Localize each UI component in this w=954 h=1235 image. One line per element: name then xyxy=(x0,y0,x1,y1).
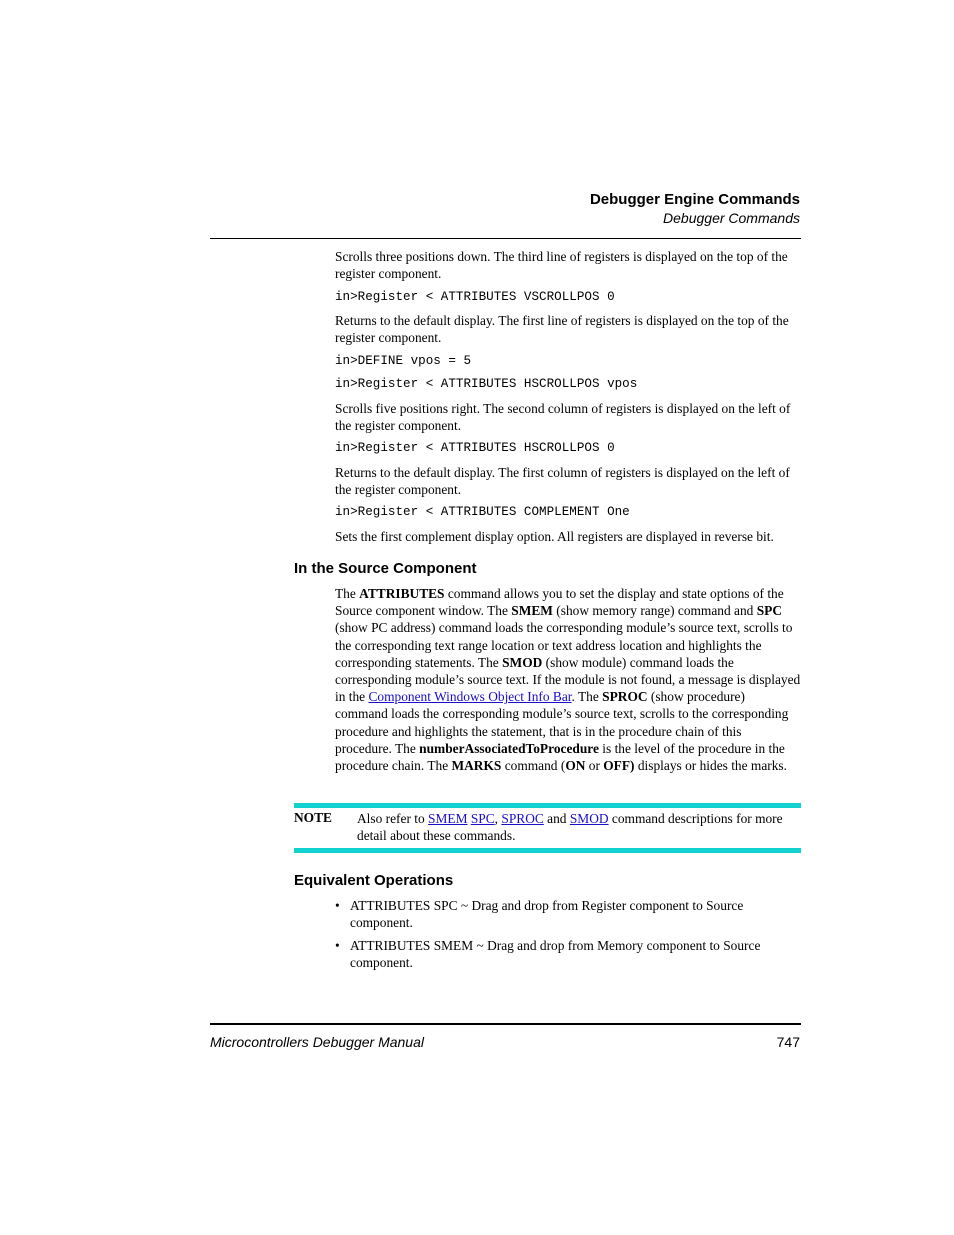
note-top-bar xyxy=(294,803,801,808)
term-on: ON xyxy=(565,758,586,774)
note-label: NOTE xyxy=(294,810,332,825)
term-smem: SMEM xyxy=(511,603,553,619)
term-attributes: ATTRIBUTES xyxy=(359,586,445,601)
header-chapter-title: Debugger Engine Commands xyxy=(589,191,800,208)
link-smod[interactable]: SMOD xyxy=(569,811,609,826)
term-number-associated-to-procedure: numberAssociatedToProcedure xyxy=(419,740,599,756)
list-item-text: ATTRIBUTES SMEM ~ Drag and drop from Memory component to Source component. xyxy=(350,938,761,971)
note-bottom-bar xyxy=(294,848,801,853)
link-smem[interactable]: SMEM xyxy=(428,811,468,826)
code-complement-one: in>Register < ATTRIBUTES COMPLEMENT One xyxy=(335,505,630,519)
paragraph-complement-option: Sets the first complement display option. All registers are displayed in reverse bit. xyxy=(335,529,774,544)
code-hscrollpos-vpos: in>Register < ATTRIBUTES HSCROLLPOS vpos xyxy=(335,377,638,391)
term-off: OFF) xyxy=(603,758,635,774)
footer-rule xyxy=(210,1023,801,1025)
paragraph-default-display-column: Returns to the default display. The first column of registers is displayed on the left of the register component. xyxy=(335,465,790,498)
term-spc: SPC xyxy=(756,603,783,619)
note-text: Also refer to SMEM SPC, SPROC and SMOD command descriptions for more detail about these commands. xyxy=(357,811,783,844)
code-define-vpos: in>DEFINE vpos = 5 xyxy=(335,354,472,368)
paragraph-hscroll-right: Scrolls five positions right. The second column of registers is displayed on the left of the register component. xyxy=(335,401,791,434)
heading-equivalent-operations: Equivalent Operations xyxy=(294,872,454,889)
link-spc[interactable]: SPC xyxy=(470,811,495,826)
heading-source-component: In the Source Component xyxy=(294,560,477,577)
link-sproc[interactable]: SPROC xyxy=(501,811,544,826)
term-marks: MARKS xyxy=(451,758,502,774)
term-smod: SMOD xyxy=(502,654,543,670)
footer-manual-title: Microcontrollers Debugger Manual xyxy=(210,1034,424,1050)
code-hscrollpos-0: in>Register < ATTRIBUTES HSCROLLPOS 0 xyxy=(335,441,615,455)
footer-page-number: 747 xyxy=(776,1034,800,1050)
link-component-windows-object-info-bar[interactable]: Component Windows Object Info Bar xyxy=(368,689,572,705)
term-sproc: SPROC xyxy=(602,689,648,705)
header-rule xyxy=(210,238,801,239)
paragraph-default-display-line: Returns to the default display. The first line of registers is displayed on the top of the register component. xyxy=(335,313,789,346)
bullet-icon: • xyxy=(335,898,340,913)
list-item-text: ATTRIBUTES SPC ~ Drag and drop from Register component to Source component. xyxy=(350,898,744,931)
paragraph-vscroll-down: Scrolls three positions down. The third line of registers is displayed on the top of the register component. xyxy=(335,249,788,282)
code-vscrollpos-0: in>Register < ATTRIBUTES VSCROLLPOS 0 xyxy=(335,290,615,304)
bullet-icon: • xyxy=(335,938,340,953)
header-section-subtitle: Debugger Commands xyxy=(663,210,800,226)
paragraph-source-component: The ATTRIBUTES command allows you to set the display and state options of the Source component window. The SMEM (show memory range) command and SPC (show PC address) command loads the corresponding module’s source text, scrolls to the corresponding text range location or text address location and highlights the corresponding statements. The SMOD (show module) command loads the corresponding module’s source text. If the module is not found, a message is displayed in the Component Windows Object Info Bar. The SPROC (show procedure) command loads the corresponding module’s source text, scrolls to the corresponding procedure and highlights the statement, that is in the procedure chain of this procedure. The numberAssociatedToProcedure is the level of the procedure in the procedure chain. The MARKS command (ON or OFF) displays or hides the marks. xyxy=(335,586,801,774)
